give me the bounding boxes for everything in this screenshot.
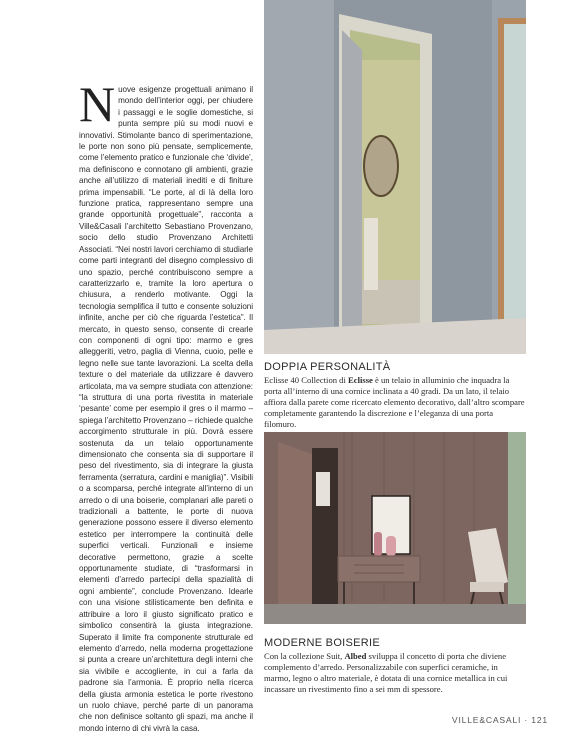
drop-cap: N — [79, 76, 116, 132]
caption2-brand: Albed — [344, 651, 367, 661]
photo-albed-illustration — [264, 432, 526, 624]
caption2-text — [264, 651, 526, 695]
caption1-text-b: è un telaio in alluminio che inquadra la porta all’interno di una cornice inclinata a 40 gradi. Da un lato, il telaio affiora dalla parete come ricercato elemento decorativo, dall’altro scompare completamente garantendo la discrezione e l’eleganza di una porta filomuro. — [264, 375, 525, 429]
caption2-text-a: Con la collezione Suit, — [264, 651, 345, 661]
caption2-text-b: sviluppa il concetto di porta che diviene complemento d’arredo. Personalizzabile con superfici ceramiche, in marmo, legno o altro materiale, è dotata di una cornice metallica in cui incassare un rivestimento fino a sei mm di spessore. — [264, 651, 508, 694]
photo-eclisse-door — [264, 0, 526, 354]
caption1-title: DOPPIA PERSONALITÀ — [264, 361, 391, 373]
caption1-text — [264, 375, 526, 430]
caption1-text-a: Eclisse 40 Collection di — [264, 375, 349, 385]
photo-eclisse-illustration — [264, 0, 526, 354]
article-text: uove esigenze progettuali animano il mondo dell’interior oggi, per chiudere i passaggi e le soglie domestiche, si punta sempre più su modi nuovi e innovativi. Stimolante banco di sperimentazione, le porte non sono più pensate, semplicemente, come l’elemento pratico e funzionale che ‘divide’, ma definiscono e connotano gli ambienti, grazie anche all’utilizzo di materiali inediti e di finiture prima impensabili. “Le porte, al di là della loro funzione pratica, rappresentano sempre una grande opportunità progettuale”, racconta a Ville&Casali l’architetto Sebastiano Provenzano, socio dello studio Provenzano Architetti Associati. “Nei nostri lavori cerchiamo di studiarle come parti integranti del disegno complessivo di uno spazio, perché contribuiscono sempre a caratterizzarlo e, tramite la loro apertura o chiusura, a renderlo motivante. Oggi la tecnologia semplifica il tutto e consente soluzioni infinite, anche per ciò che riguarda l’estetica”. Il mercato, in questo senso, consente di crearle con componenti di ogni tipo: marmo e gres alleggeriti, vetro, paglia di Vienna, cuoio, pelle e legno nelle sue tante lavorazioni. La scelta della texture o del materiale da utilizzare è davvero articolata, ma va sempre studiata con attenzione: “la struttura di una porta rivestita in materiale ‘pesante’ come per esempio il gres o il marmo – spiega l’architetto Provenzano – richiede qualche accorgimento strutturale in più. Dovrà essere sostenuta da un telaio opportunamente dimensionato che consenta sia di supportare il peso del rivestimento, sia di integrare la giusta ferramenta (serratura, cardini e maniglia)”. Visibili o a scomparsa, perché integrate all’interno di un arredo o di una boiserie, complanari alle pareti o tradizionali a battente, le porte di nuova generazione possono essere il diverso elemento estetico per interrompere la continuità delle superfici verticali. Funzionali e insieme decorative permettono, grazie a scelte opportunamente studiate, di “trasformarsi in elementi d’arredo partecipi della spazialità di ogni ambiente”, conclude Provenzano. Idearle con una visione stilisticamente ben definita e attribuire a loro il giusto significato pratico e simbolico consentirà la giusta integrazione. Superato il limite fra componente strutturale ed elemento d’arredo, nella moderna progettazione si punta a creare un’architettura degli interni che sia vivibile e accogliente, in cui a farla da padrone sia l’armonia. È proprio nella ricerca della giusta armonia estetica le porte rivestono un ruolo chiave, perché parte di un panorama che non definisce soltanto gli spazi, ma anche il mondo interno di chi vivrà la casa. — [79, 85, 253, 733]
page-footer: VILLE&CASALI · 121 — [451, 715, 548, 725]
caption1-brand: Eclisse — [348, 375, 373, 385]
photo-albed-boiserie — [264, 432, 526, 624]
caption2-title: MODERNE BOISERIE — [264, 637, 381, 649]
article-body — [79, 76, 253, 734]
